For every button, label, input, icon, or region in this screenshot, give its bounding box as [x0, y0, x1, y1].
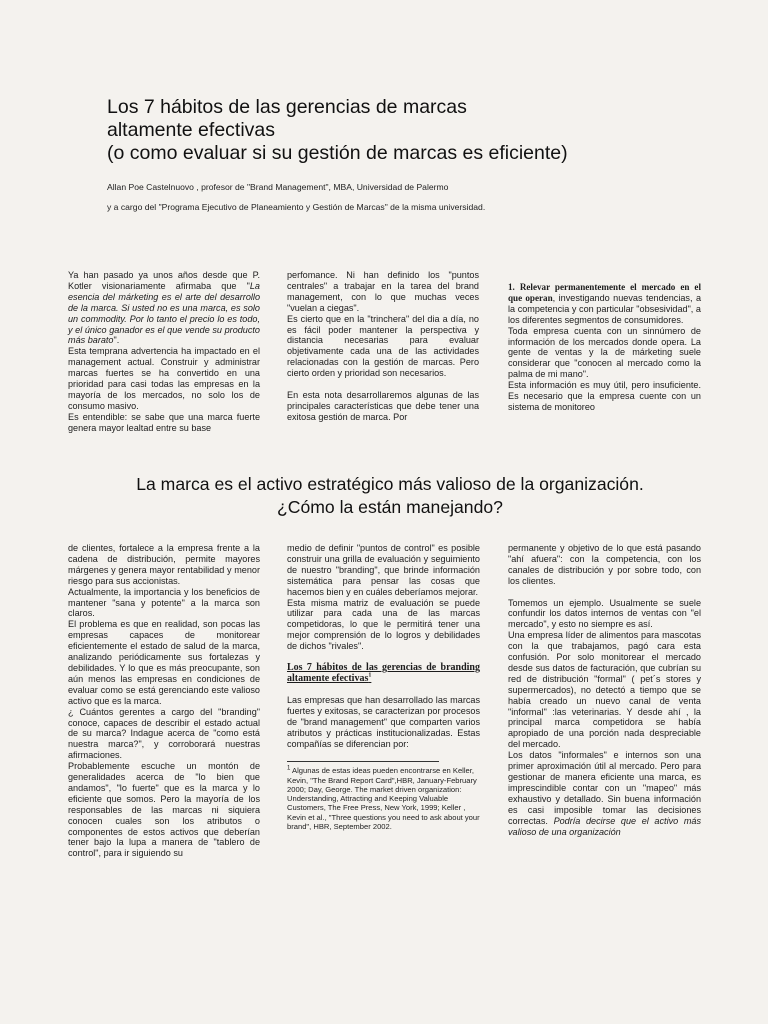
paragraph: Las empresas que han desarrollado las marcas fuertes y exitosas, se caracterizan por procesos de "brand management" que comparten varios atributos y prácticas institucionalizadas. Estas compañías se diferencian por: — [287, 694, 480, 749]
paragraph — [508, 282, 701, 326]
bottom-column-1 — [68, 543, 260, 859]
text: Ya han pasado ya unos años desde que P. Kotler visionariamente afirmaba que " — [68, 270, 260, 291]
paragraph: El problema es que en realidad, son pocas las empresas capaces de monitorear eficientemente el estado de salud de la marca, analizando periódicamente sus fortalezas y debilidades. Y lo que es más preocupante, son aún menos las empresas en condiciones de evaluar como se está gerenciando este valioso activo que es la marca. — [68, 619, 260, 706]
title-line-2: altamente efectivas — [107, 119, 276, 141]
bottom-column-3 — [508, 543, 701, 837]
paragraph: perfomance. Ni han definido los "puntos centrales" a trabajar en la tarea del brand management, con lo que muchas veces "vuelan a ciegas". — [287, 270, 479, 313]
section-heading-text: Los 7 hábitos de las gerencias de branding altamente efectivas — [287, 662, 480, 685]
footnote-marker: 1 — [287, 765, 291, 772]
paragraph: Esta misma matriz de evaluación se puede utilizar para cada una de las marcas competidoras, lo que le permitirá tener una mejor comprensión de lo logros y debilidades de dichos "rivales". — [287, 597, 480, 652]
article-title — [107, 96, 667, 165]
pull-quote-line-1: La marca es el activo estratégico más valioso de la organización. — [136, 474, 644, 494]
paragraph: Toda empresa cuenta con un sinnúmero de información de los mercados donde opera. La gente de ventas y la de márketing suele considerar que "conocen al mercado como la palma de mi mano". — [508, 325, 701, 380]
footnote-divider — [287, 761, 439, 762]
title-line-1: Los 7 hábitos de las gerencias de marcas — [107, 96, 467, 118]
pull-quote — [40, 473, 740, 519]
italic-text: Podría decirse que el activo más valioso de una organización — [508, 815, 701, 837]
text: ". — [113, 335, 120, 346]
author-line-1: Allan Poe Castelnuovo , profesor de "Brand Management", MBA, Universidad de Palermo — [107, 182, 449, 192]
title-line-3: (o como evaluar si su gestión de marcas es eficiente) — [107, 142, 568, 164]
paragraph — [508, 750, 701, 837]
kotler-quote: La esencia del márketing es el arte del desarrollo de la marca. Si usted no es una marca, es solo un commodity. Por lo tanto el precio lo es todo, y el único ganador es el que vende su producto más barato — [68, 280, 260, 346]
author-line-2: y a cargo del "Programa Ejecutivo de Planeamiento y Gestión de Marcas" de la misma universidad. — [107, 202, 486, 212]
paragraph: Actualmente, la importancia y los beneficios de mantener "sana y potente" a la marca son claros. — [68, 586, 260, 619]
paragraph: permanente y objetivo de lo que está pasando "ahí afuera": con la competencia, con los canales de distribución y por sobre todo, con los clientes. — [508, 543, 701, 586]
paragraph: Tomemos un ejemplo. Usualmente se suele confundir los datos internos de ventas con "el mercado", y esto no siempre es así. — [508, 597, 701, 630]
top-column-1 — [68, 270, 260, 434]
top-column-2 — [287, 270, 479, 423]
paragraph: Probablemente escuche un montón de generalidades acerca de "lo bien que andamos", "lo fuerte" que es la marca y lo eficiente que somos. Pero la mayoría de los responsables de las marcas ni siquiera conocen cuales son los atributos o componentes de estos activos que deberían tener bajo la lupa a manera de "tablero de control", para ir siguiendo su — [68, 761, 260, 859]
paragraph: medio de definir "puntos de control" es posible construir una grilla de evaluación y seguimiento de nuestro "branding", que brinde información sistemática para pensar las cosas que hacemos bien y en cuáles deberíamos mejorar. — [287, 543, 480, 597]
paragraph: Es cierto que en la "trinchera" del dia a día, no es fácil poder mantener la perspectiva y distancia necesarias para evaluar objetivamente cada una de las actividades relacionadas con la gestión de marcas. Pero cierto orden y prioridad son necesarios. — [287, 313, 479, 379]
footnote — [287, 766, 480, 830]
section-heading — [287, 662, 480, 684]
habit-1-heading: 1. Relevar permanentemente el mercado en el que operan — [508, 282, 701, 303]
pull-quote-line-2: ¿Cómo la están manejando? — [277, 497, 503, 517]
paragraph: Es entendible: se sabe que una marca fuerte genera mayor lealtad entre su base — [68, 411, 260, 433]
paragraph: En esta nota desarrollaremos algunas de las principales características que debe tener una exitosa gestión de marca. Por — [287, 389, 479, 422]
paragraph: ¿ Cuántos gerentes a cargo del "branding" conoce, capaces de describir el estado actual de su marca? Indague acerca de "como está nuestra marca?", y corroborará nuestras afirmaciones. — [68, 706, 260, 761]
paragraph: Esta temprana advertencia ha impactado en el management actual. Construir y administrar marcas fuertes se ha convertido en una prioridad para casi todas las empresas en la mayoría de los mercados, no solo los de consumo masivo. — [68, 346, 260, 411]
paragraph: de clientes, fortalece a la empresa frente a la cadena de distribución, permite mayores márgenes y genera mayor rentabilidad y menor riesgo para sus accionistas. — [68, 543, 260, 586]
text: , investigando nuevas tendencias, a la competencia y con particular "obsesividad", a los diferentes segmentos de consumidores. — [508, 292, 701, 325]
paragraph: Esta información es muy útil, pero insuficiente. Es necesario que la empresa cuente con un sistema de monitoreo — [508, 380, 701, 412]
paragraph — [68, 270, 260, 346]
text: Los datos "informales" e internos son una primer aproximación útil al mercado. Pero para gestionar de manera eficiente una marca, es imprescindible contar con un "mapeo" más exhaustivo y detallado. Sin buena información es casi imposible tomar las decisiones correctas. — [508, 750, 701, 826]
paragraph: Una empresa líder de alimentos para mascotas con la que trabajamos, pagó cara esta confusión. Por solo monitorear el mercado desde sus datos de facturación, que cubrían su red de distribución "formal" ( pet´s stores y supermercados), no detectó a tiempo que se había creado un nuevo canal de venta "informal" :las veterinarias. Y desde ahí , la principal marca competidora se había apropiado de una porción nada despreciable del mercado. — [508, 630, 701, 750]
bottom-column-2 — [287, 543, 480, 831]
footnote-ref: 1 — [368, 672, 372, 679]
top-column-3 — [508, 282, 701, 413]
footnote-text: Algunas de estas ideas pueden encontrarse en Keller, Kevin, "The Brand Report Card",HBR, January-February 2000; Day, George. The market driven organization: Understanding, Attracting and Keeping Valuable Customers, The Free Press, New York, 1999; Keller , Kevin et al., "Three questions you need to ask about your brand", HBR, September 2002. — [287, 766, 480, 831]
